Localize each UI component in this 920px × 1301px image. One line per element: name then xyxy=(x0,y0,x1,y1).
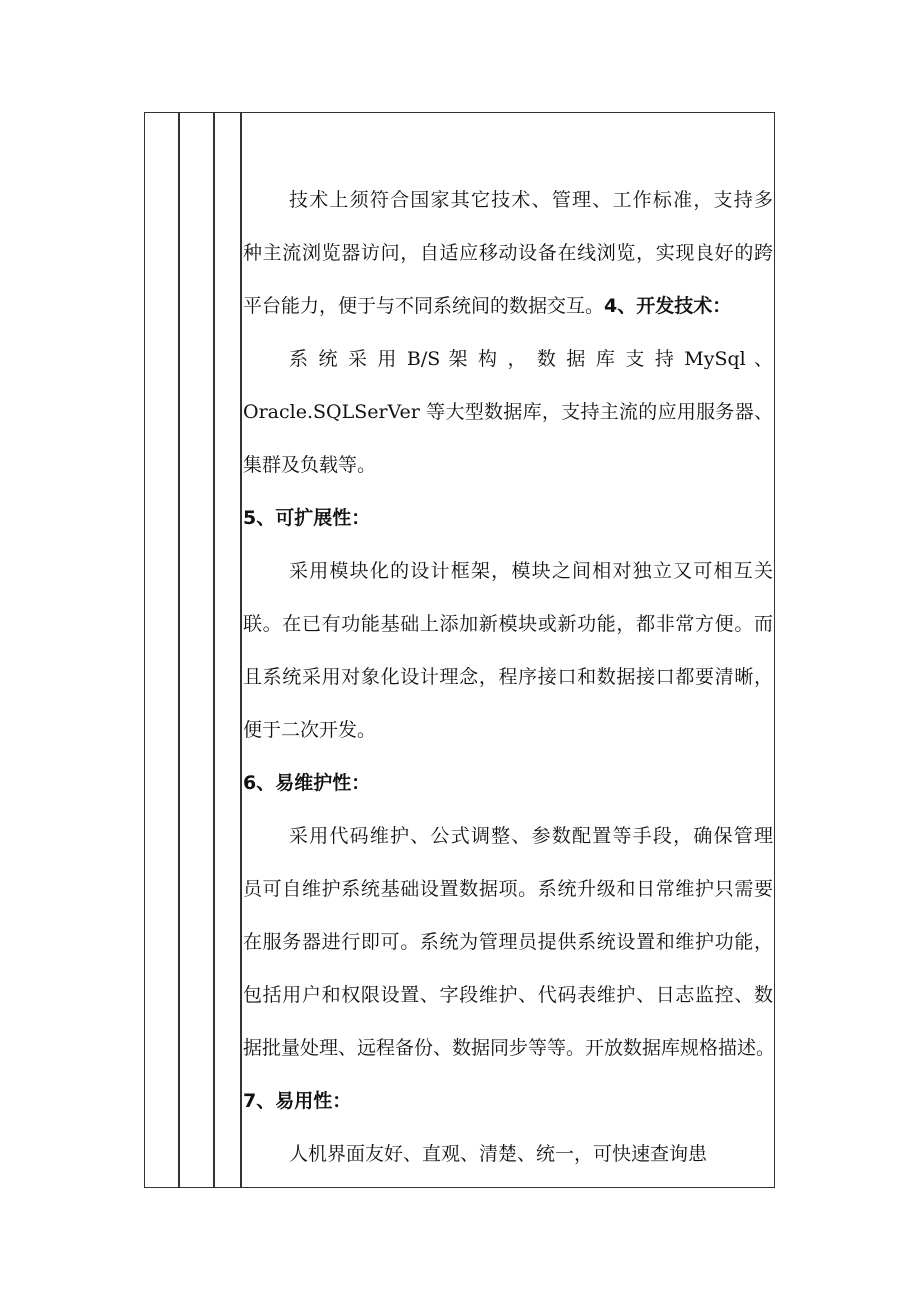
paragraph-line: 包括用户和权限设置、字段维护、代码表维护、日志监控、数 xyxy=(243,984,773,1006)
paragraph-line: 便于二次开发。 xyxy=(243,719,377,741)
table-column-divider xyxy=(240,112,242,1188)
paragraph-line: 技术上须符合国家其它技术、管理、工作标准，支持多 xyxy=(289,189,773,211)
paragraph-line: 在服务器进行即可。系统为管理员提供系统设置和维护功能， xyxy=(243,931,773,953)
paragraph-line: 联。在已有功能基础上添加新模块或新功能，都非常方便。而 xyxy=(243,613,773,635)
paragraph-line: 员可自维护系统基础设置数据项。系统升级和日常维护只需要 xyxy=(243,878,773,900)
table-column-divider xyxy=(178,112,180,1188)
paragraph-line: 人机界面友好、直观、清楚、统一，可快速查询患 xyxy=(289,1143,708,1165)
paragraph-line: 且系统采用对象化设计理念，程序接口和数据接口都要清晰， xyxy=(243,666,773,688)
paragraph-line: 据批量处理、远程备份、数据同步等等。开放数据库规格描述。 xyxy=(243,1037,776,1059)
paragraph-line: Oracle.SQLSerVer 等大型数据库，支持主流的应用服务器、 xyxy=(243,401,773,423)
table-frame xyxy=(144,112,775,1188)
section-heading-5: 5、可扩展性： xyxy=(243,507,371,529)
paragraph-line: 种主流浏览器访问，自适应移动设备在线浏览，实现良好的跨 xyxy=(243,242,773,264)
section-heading-6: 6、易维护性： xyxy=(243,772,371,794)
paragraph-line xyxy=(243,288,773,324)
table-column-divider xyxy=(213,112,215,1188)
paragraph-line: 采用模块化的设计框架，模块之间相对独立又可相互关 xyxy=(289,560,773,582)
section-heading-7: 7、易用性： xyxy=(243,1090,352,1112)
paragraph-text: 平台能力，便于与不同系统间的数据交互。 xyxy=(243,295,605,317)
section-heading-4: 4、开发技术： xyxy=(604,295,732,317)
paragraph-line: 集群及负载等。 xyxy=(243,454,377,476)
paragraph-line: 采用代码维护、公式调整、参数配置等手段，确保管理 xyxy=(289,825,773,847)
paragraph-line: 系 统 采 用 B/S 架 构 ， 数 据 库 支 持 MySql 、 xyxy=(289,348,773,370)
